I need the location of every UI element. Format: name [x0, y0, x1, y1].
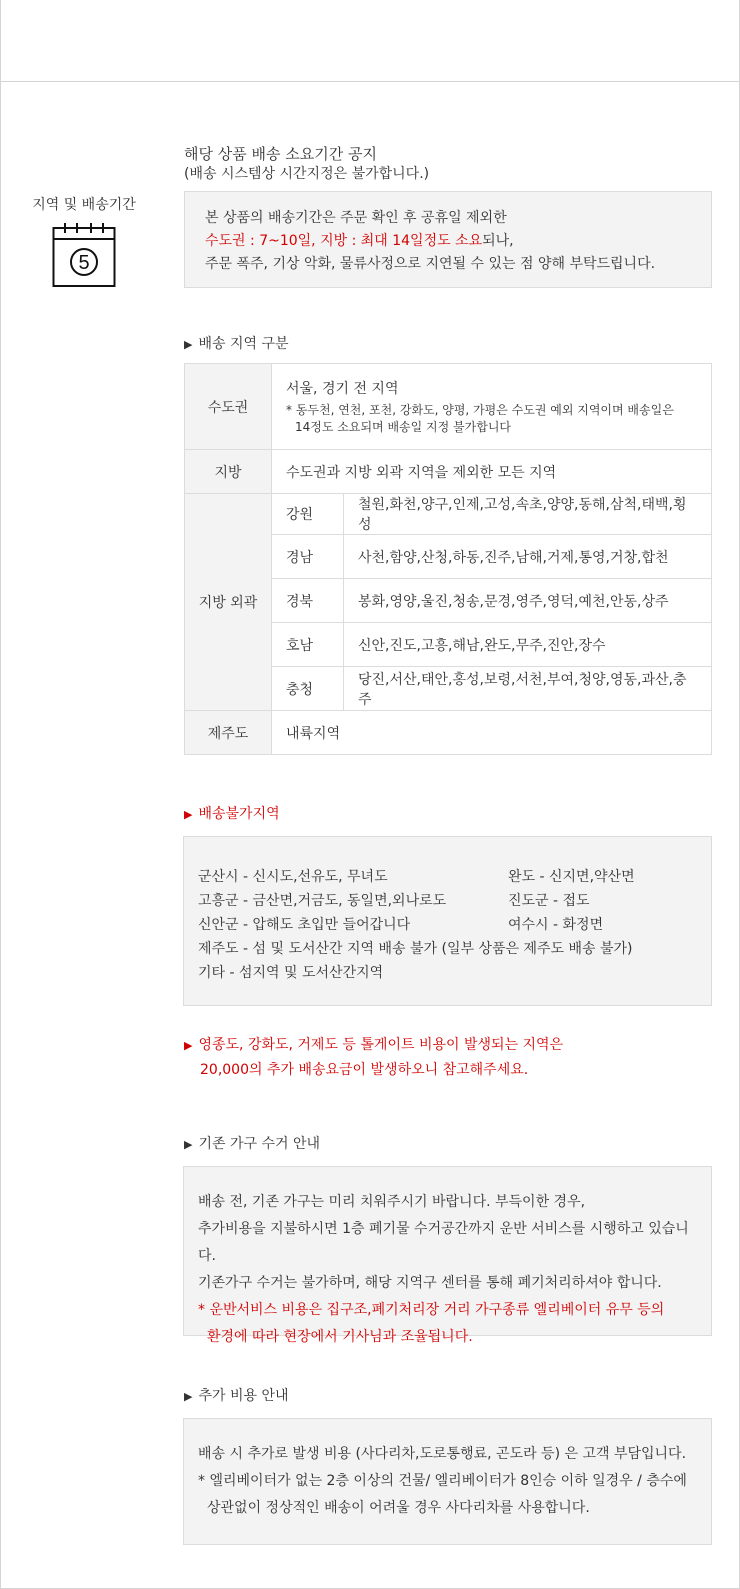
region-local-text: 수도권과 지방 외곽 지역을 제외한 모든 지역 [272, 450, 712, 494]
notice-period-highlight: 수도권 : 7~10일, 지방 : 최대 14일정도 소요 [205, 233, 483, 249]
toll-notice [184, 1033, 563, 1082]
region-table [184, 363, 712, 755]
triangle-icon: ▶ [184, 808, 193, 821]
pickup-line-3: 기존가구 수거는 불가하며, 해당 지역구 센터를 통해 폐기처리하셔야 합니다. [198, 1275, 662, 1291]
undeliverable-item: 제주도 - 섬 및 도서산간 지역 배송 불가 (일부 상품은 제주도 배송 불가) [198, 941, 633, 957]
undeliverable-item: 기타 - 섬지역 및 도서산간지역 [198, 965, 384, 981]
outskirts-cities: 봉화,영양,울진,청송,문경,영주,영덕,예천,안동,상주 [344, 579, 712, 623]
extra-cost-line-3: 상관없이 정상적인 배송이 어려울 경우 사다리차를 사용합니다. [207, 1500, 590, 1516]
notice-line-2-tail: 되나, [482, 233, 514, 249]
outskirts-area: 호남 [272, 623, 344, 667]
extra-cost-line-2: * 엘리베이터가 없는 2층 이상의 건물/ 엘리베이터가 8인승 이하 일경우 / 층수에 [198, 1473, 687, 1489]
sidebar-title: 지역 및 배송기간 [32, 197, 136, 213]
region-capital-cell [272, 364, 712, 450]
notice-box [184, 191, 712, 288]
triangle-icon: ▶ [184, 1138, 193, 1151]
calendar-number: 5 [78, 252, 90, 274]
triangle-icon: ▶ [184, 1390, 193, 1403]
region-jeju-text: 내륙지역 [272, 711, 712, 755]
extra-cost-heading: ▶ 추가 비용 안내 [184, 1388, 289, 1404]
region-capital-note-1: * 동두천, 연천, 포천, 강화도, 양평, 가평은 수도권 예외 지역이며 배송일은 [286, 402, 674, 417]
undeliverable-heading: ▶ 배송불가지역 [184, 806, 280, 822]
region-label-jeju: 제주도 [185, 711, 272, 755]
triangle-icon: ▶ [184, 1039, 193, 1052]
outskirts-cities: 신안,진도,고흥,해남,완도,무주,진안,장수 [344, 623, 712, 667]
undeliverable-item: 고흥군 - 금산면,거금도, 동일면,외나로도 [198, 893, 447, 909]
undeliverable-item: 여수시 - 화정면 [508, 917, 604, 933]
pickup-line-1: 배송 전, 기존 가구는 미리 치워주시기 바랍니다. 부득이한 경우, [198, 1194, 586, 1210]
notice-line-2 [205, 230, 691, 253]
outskirts-area: 경북 [272, 579, 344, 623]
pickup-box [183, 1166, 712, 1345]
outskirts-cities: 사천,함양,산청,하동,진주,남해,거제,통영,거창,합천 [344, 535, 712, 579]
region-capital-main: 서울, 경기 전 지역 [286, 380, 399, 397]
region-label-capital: 수도권 [185, 364, 272, 450]
pickup-heading: ▶ 기존 가구 수거 안내 [184, 1136, 321, 1152]
pickup-line-5: 환경에 따라 현장에서 기사님과 조율됩니다. [207, 1329, 473, 1345]
undeliverable-box [183, 836, 712, 1006]
region-heading: ▶ 배송 지역 구분 [184, 336, 289, 352]
notice-subtitle: (배송 시스템상 시간지정은 불가합니다.) [184, 166, 430, 182]
notice-line-1: 본 상품의 배송기간은 주문 확인 후 공휴일 제외한 [205, 210, 507, 226]
toll-line-1: 영종도, 강화도, 거제도 등 톨게이트 비용이 발생되는 지역은 [198, 1037, 564, 1053]
outskirts-area: 경남 [272, 535, 344, 579]
pickup-line-4: * 운반서비스 비용은 집구조,폐기처리장 거리 가구종류 엘리베이터 유무 등의 [198, 1302, 665, 1318]
region-capital-note-2: 14정도 소요되며 배송일 지정 불가합니다 [295, 419, 512, 434]
notice-line-3: 주문 폭주, 기상 악화, 물류사정으로 지연될 수 있는 점 양해 부탁드립니다. [205, 256, 656, 272]
undeliverable-item: 진도군 - 접도 [508, 893, 590, 909]
pickup-line-2: 추가비용을 지불하시면 1층 폐기물 수거공간까지 운반 서비스를 시행하고 있습니다. [198, 1221, 689, 1264]
calendar-icon [52, 222, 116, 288]
undeliverable-item: 신안군 - 압해도 초입만 들어갑니다 [198, 917, 411, 933]
undeliverable-item: 완도 - 신지면,약산면 [508, 869, 635, 885]
toll-line-2: 20,000의 추가 배송요금이 발생하오니 참고해주세요. [200, 1062, 529, 1078]
outskirts-cities: 철원,화천,양구,인제,고성,속초,양양,동해,삼척,태백,횡성 [344, 494, 712, 535]
region-label-local: 지방 [185, 450, 272, 494]
region-label-outskirts: 지방 외곽 [185, 494, 272, 711]
top-divider [0, 81, 740, 82]
extra-cost-line-1: 배송 시 추가로 발생 비용 (사다리차,도로통행료, 곤도라 등) 은 고객 부담입니다. [198, 1446, 687, 1462]
outskirts-area: 강원 [272, 494, 344, 535]
triangle-icon: ▶ [184, 338, 193, 351]
extra-cost-box [183, 1418, 712, 1545]
outskirts-area: 충청 [272, 667, 344, 711]
undeliverable-item: 군산시 - 신시도,선유도, 무녀도 [198, 869, 388, 885]
outskirts-cities: 당진,서산,태안,홍성,보령,서천,부여,청양,영동,과산,충주 [344, 667, 712, 711]
notice-title: 해당 상품 배송 소요기간 공지 [184, 145, 377, 163]
